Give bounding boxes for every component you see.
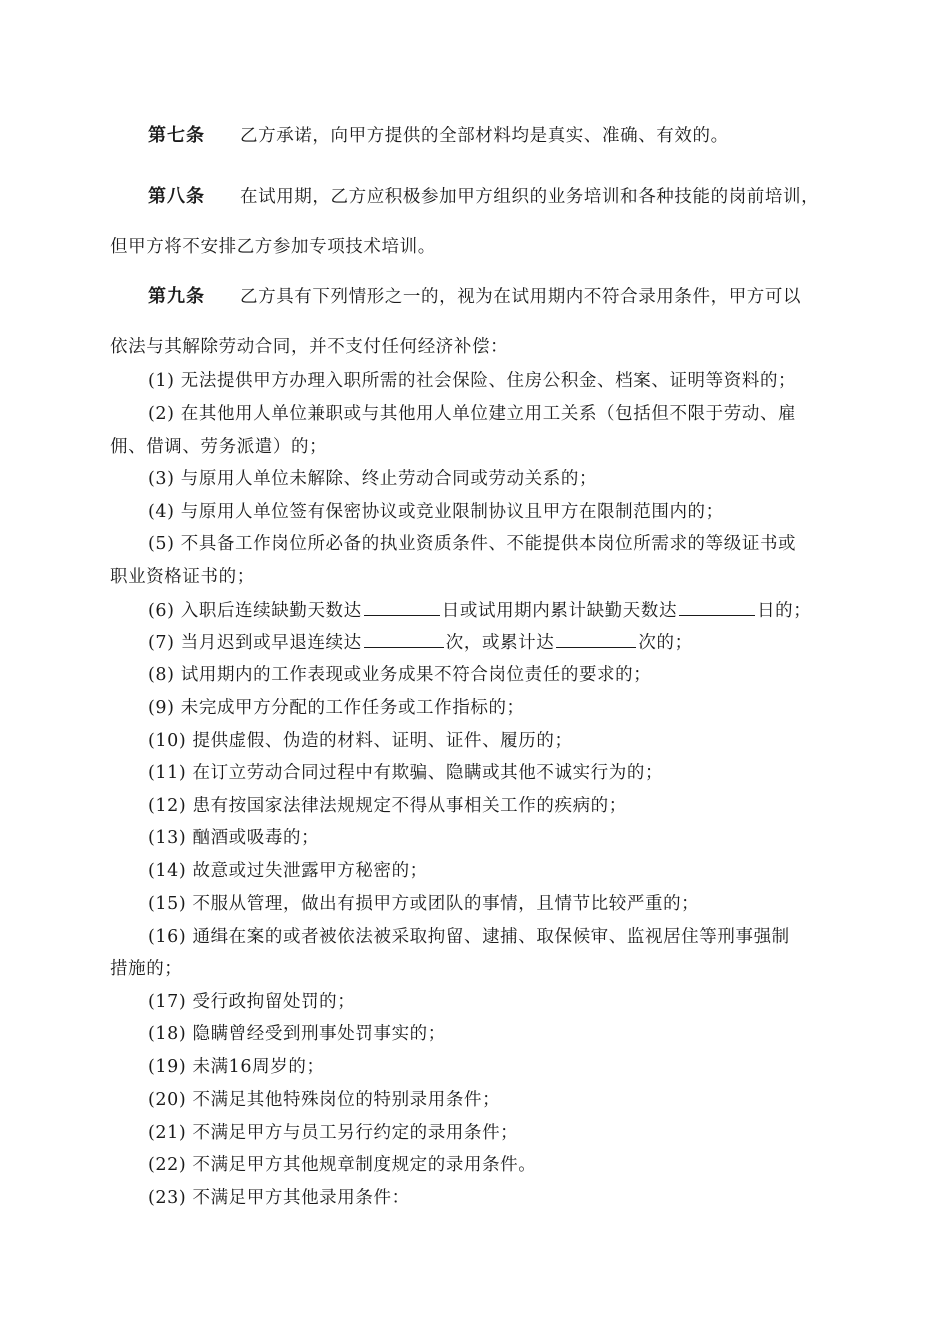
list-item: (1) 无法提供甲方办理入职所需的社会保险、住房公积金、档案、证明等资料的； — [148, 371, 797, 391]
article-9-title: 第九条 — [148, 286, 205, 307]
item-7-part-b: 次，或累计达 — [445, 633, 555, 653]
fill-in-blank[interactable] — [364, 630, 444, 648]
fill-in-blank[interactable] — [364, 598, 440, 616]
list-item: (11) 在订立劳动合同过程中有欺骗、隐瞒或其他不诚实行为的； — [148, 763, 664, 783]
article-8-text-line1: 在试用期，乙方应积极参加甲方组织的业务培训和各种技能的岗前培训， — [240, 187, 820, 207]
list-item: (2) 在其他用人单位兼职或与其他用人单位建立用工关系（包括但不限于劳动、雇 — [148, 404, 797, 424]
article-9-text-line1: 乙方具有下列情形之一的，视为在试用期内不符合录用条件，甲方可以 — [240, 287, 802, 307]
list-item: (18) 隐瞒曾经受到刑事处罚事实的； — [148, 1024, 446, 1044]
item-7-part-c: 次的； — [638, 633, 693, 653]
list-item-continuation: 措施的； — [110, 959, 183, 979]
fill-in-blank[interactable] — [679, 598, 755, 616]
item-6-part-b: 日或试用期内累计缺勤天数达 — [441, 601, 678, 621]
list-item: (21) 不满足甲方与员工另行约定的录用条件； — [148, 1123, 519, 1143]
article-8-title: 第八条 — [148, 186, 205, 207]
list-item: (22) 不满足甲方其他规章制度规定的录用条件。 — [148, 1155, 537, 1175]
item-6-part-a: (6) 入职后连续缺勤天数达 — [148, 601, 362, 621]
list-item: (9) 未完成甲方分配的工作任务或工作指标的； — [148, 698, 525, 718]
list-item: (16) 通缉在案的或者被依法被采取拘留、逮捕、取保候审、监视居住等刑事强制 — [148, 927, 790, 947]
list-item: (12) 患有按国家法律法规规定不得从事相关工作的疾病的； — [148, 796, 627, 816]
item-6-part-c: 日的； — [757, 601, 812, 621]
article-7-text: 乙方承诺，向甲方提供的全部材料均是真实、准确、有效的。 — [240, 126, 729, 146]
list-item: (14) 故意或过失泄露甲方秘密的； — [148, 861, 428, 881]
fill-in-blank[interactable] — [556, 630, 636, 648]
article-7-title: 第七条 — [148, 125, 205, 146]
list-item: (19) 未满16周岁的； — [148, 1057, 325, 1077]
list-item-7 — [148, 630, 693, 655]
list-item: (5) 不具备工作岗位所必备的执业资质条件、不能提供本岗位所需求的等级证书或 — [148, 534, 797, 554]
list-item: (8) 试用期内的工作表现或业务成果不符合岗位责任的要求的； — [148, 665, 652, 685]
list-item: (13) 酗酒或吸毒的； — [148, 828, 320, 848]
list-item: (20) 不满足其他特殊岗位的特别录用条件； — [148, 1090, 501, 1110]
article-9-text-line2: 依法与其解除劳动合同，并不支付任何经济补偿： — [110, 337, 509, 357]
article-8-text-line2: 但甲方将不安排乙方参加专项技术培训。 — [110, 237, 436, 257]
list-item: (15) 不服从管理，做出有损甲方或团队的事情，且情节比较严重的； — [148, 894, 700, 914]
list-item-continuation: 佣、借调、劳务派遣）的； — [110, 437, 328, 457]
list-item-continuation: 职业资格证书的； — [110, 567, 255, 587]
list-item: (3) 与原用人单位未解除、终止劳动合同或劳动关系的； — [148, 469, 598, 489]
list-item: (17) 受行政拘留处罚的； — [148, 992, 356, 1012]
list-item: (10) 提供虚假、伪造的材料、证明、证件、履历的； — [148, 731, 573, 751]
list-item-6 — [148, 598, 811, 623]
item-7-part-a: (7) 当月迟到或早退连续达 — [148, 633, 362, 653]
list-item: (4) 与原用人单位签有保密协议或竞业限制协议且甲方在限制范围内的； — [148, 502, 724, 522]
list-item: (23) 不满足甲方其他录用条件： — [148, 1188, 410, 1208]
